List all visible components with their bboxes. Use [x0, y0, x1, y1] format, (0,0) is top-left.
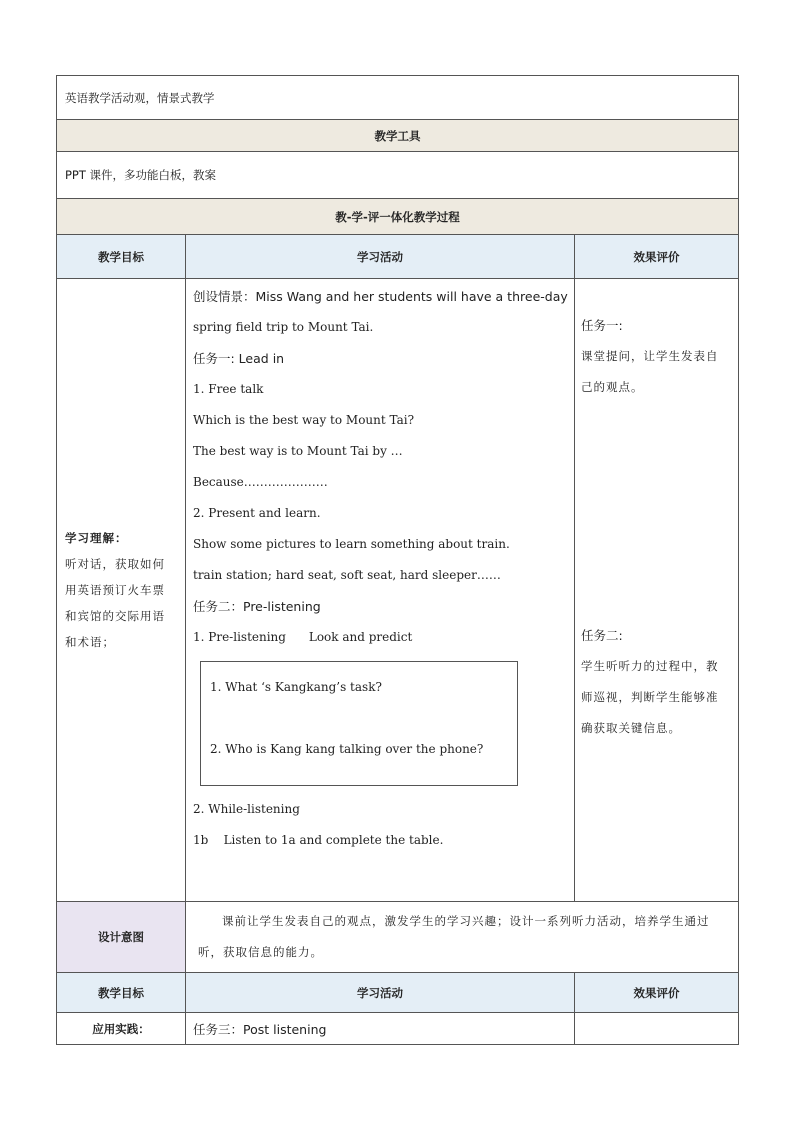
- design-intent-row: [57, 902, 739, 973]
- tools-header: 教学工具: [57, 120, 739, 152]
- activity-line: 2. While-listening: [193, 802, 300, 816]
- activity-line: 1. Pre-listening Look and predict: [193, 630, 413, 644]
- process-header-row: [57, 199, 739, 235]
- activity-line: 1b Listen to 1a and complete the table.: [193, 833, 444, 847]
- column-header-evaluation: 效果评价: [575, 235, 739, 279]
- column-header-activity: 学习活动: [186, 973, 575, 1013]
- activity-line: 1. Free talk: [193, 382, 264, 396]
- scenario-line: 创设情景：Miss Wang and her students will have a three-day: [193, 289, 568, 304]
- tools-row: [57, 152, 739, 199]
- eval-line: 确获取关键信息。: [581, 721, 681, 735]
- eval-line: 课堂提问，让学生发表自: [581, 349, 719, 363]
- tools-header-row: [57, 120, 739, 152]
- design-intent-text: 课前让学生发表自己的观点，激发学生的学习兴趣；设计一系列听力活动，培养学生通过听，获取信息的能力。: [186, 902, 739, 973]
- column-header-row: [57, 235, 739, 279]
- activity-line: train station; hard seat, soft seat, hard sleeper……: [193, 568, 501, 582]
- column-header-row-2: [57, 973, 739, 1013]
- activity-line: Which is the best way to Mount Tai?: [193, 413, 415, 427]
- eval-task-one-title: 任务一:: [581, 318, 623, 333]
- column-header-goal: 教学目标: [57, 973, 186, 1013]
- column-header-evaluation: 效果评价: [575, 973, 739, 1013]
- prediction-question-box: [200, 661, 518, 786]
- task-three-title: 任务三：Post listening: [186, 1013, 575, 1045]
- goal-line: 听对话，获取如何: [65, 557, 165, 571]
- lesson-plan-table: [56, 75, 739, 1045]
- tools-text: PPT 课件，多功能白板，教案: [57, 152, 739, 199]
- goal-cell: [57, 279, 186, 902]
- column-header-activity: 学习活动: [186, 235, 575, 279]
- eval-line: 己的观点。: [581, 380, 644, 394]
- activity-line: Because…………………: [193, 475, 328, 489]
- evaluation-cell: [575, 279, 739, 902]
- stage-row-application: [57, 1013, 739, 1045]
- column-header-goal: 教学目标: [57, 235, 186, 279]
- task-two-title: 任务二：Pre-listening: [193, 599, 321, 614]
- process-header: 教-学-评一体化教学过程: [57, 199, 739, 235]
- eval-line: 师巡视，判断学生能够准: [581, 690, 719, 704]
- design-intent-label: 设计意图: [57, 902, 186, 973]
- evaluation-empty-cell: [575, 1013, 739, 1045]
- teaching-method-text: 英语教学活动观，情景式教学: [57, 76, 739, 120]
- goal-line: 和术语；: [65, 635, 115, 649]
- activity-line: The best way is to Mount Tai by …: [193, 444, 403, 458]
- activity-line: spring field trip to Mount Tai.: [193, 320, 374, 334]
- teaching-method-row: [57, 76, 739, 120]
- eval-line: 学生听听力的过程中，教: [581, 659, 719, 673]
- activity-line: Show some pictures to learn something about train.: [193, 537, 510, 551]
- prediction-question: 2. Who is Kang kang talking over the phone?: [210, 742, 484, 756]
- goal-title: 学习理解：: [65, 531, 128, 545]
- activity-line: 2. Present and learn.: [193, 506, 321, 520]
- activity-cell: [186, 279, 575, 902]
- goal-application: 应用实践：: [57, 1013, 186, 1045]
- lesson-plan-document: [56, 75, 738, 1045]
- goal-line: 和宾馆的交际用语: [65, 609, 165, 623]
- goal-line: 用英语预订火车票: [65, 583, 165, 597]
- prediction-question: 1. What ‘s Kangkang’s task?: [210, 680, 382, 694]
- stage-row-understanding: [57, 279, 739, 902]
- task-one-title: 任务一: Lead in: [193, 351, 285, 366]
- eval-task-two-title: 任务二:: [581, 628, 623, 643]
